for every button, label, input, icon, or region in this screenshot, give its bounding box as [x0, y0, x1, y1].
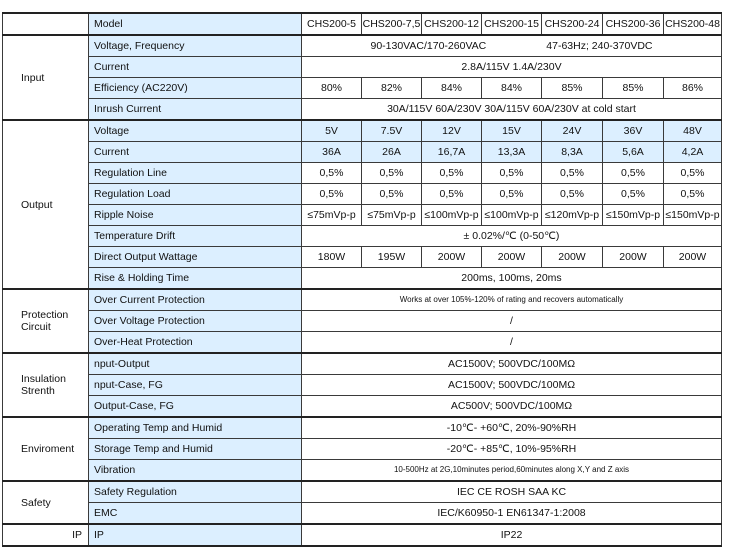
row-label: Current: [89, 57, 302, 78]
model-name: CHS200-24: [542, 13, 603, 35]
cell-value: AC1500V; 500VDC/100MΩ: [302, 375, 722, 396]
row-label: IP: [89, 524, 302, 546]
cell-value: 0,5%: [603, 184, 664, 205]
table-row: [3, 311, 722, 332]
cell-value: 12V: [422, 120, 482, 142]
cell-value: 0,5%: [302, 184, 362, 205]
cell-value: 85%: [542, 78, 603, 99]
group-line: Circuit: [21, 321, 51, 333]
cell-value: 0,5%: [422, 163, 482, 184]
group-input: Input: [3, 35, 89, 120]
model-name: CHS200-12: [422, 13, 482, 35]
cell-value: -10℃- +60℃, 20%-90%RH: [302, 417, 722, 439]
group-ip: IP: [3, 524, 89, 546]
table-row: [3, 417, 722, 439]
cell-value: 0,5%: [362, 163, 422, 184]
group-insulation: [3, 353, 89, 417]
cell-value: /: [302, 311, 722, 332]
row-label: Direct Output Wattage: [89, 247, 302, 268]
table-row: [3, 332, 722, 354]
table-row: [3, 205, 722, 226]
cell-value: 80%: [302, 78, 362, 99]
cell-value: 200W: [422, 247, 482, 268]
cell-value: 195W: [362, 247, 422, 268]
cell-value: 5V: [302, 120, 362, 142]
table-row: [3, 99, 722, 121]
row-label: Storage Temp and Humid: [89, 439, 302, 460]
row-label: Safety Regulation: [89, 481, 302, 503]
model-name: CHS200-36: [603, 13, 664, 35]
row-label: Rise & Holding Time: [89, 268, 302, 290]
cell-value: ≤100mVp-p: [482, 205, 542, 226]
cell-value: ≤150mVp-p: [603, 205, 664, 226]
table-row: [3, 247, 722, 268]
cell-value: IEC CE ROSH SAA KC: [302, 481, 722, 503]
row-label: nput-Output: [89, 353, 302, 375]
cell-value: ≤150mVp-p: [664, 205, 722, 226]
row-label: Operating Temp and Humid: [89, 417, 302, 439]
cell-value: IEC/K60950-1 EN61347-1:2008: [302, 503, 722, 525]
table-row: [3, 289, 722, 311]
cell-value: 26A: [362, 142, 422, 163]
cell-value: 0,5%: [302, 163, 362, 184]
table-row: [3, 460, 722, 482]
table-row: [3, 353, 722, 375]
row-label: Over-Heat Protection: [89, 332, 302, 354]
cell-value: IP22: [302, 524, 722, 546]
spec-table: [2, 12, 722, 547]
row-label: Efficiency (AC220V): [89, 78, 302, 99]
model-name: CHS200-7,5: [362, 13, 422, 35]
group-line: Strenth: [21, 385, 55, 397]
table-row: [3, 163, 722, 184]
cell-value: 0,5%: [664, 184, 722, 205]
cell-value: 36V: [603, 120, 664, 142]
group-environment: Enviroment: [3, 417, 89, 481]
table-row: [3, 120, 722, 142]
cell-value: 10-500Hz at 2G,10minutes period,60minutes along X,Y and Z axis: [302, 460, 722, 482]
cell-value: /: [302, 332, 722, 354]
cell-value: 86%: [664, 78, 722, 99]
cell-value: 15V: [482, 120, 542, 142]
group-safety: Safety: [3, 481, 89, 524]
table-row: [3, 184, 722, 205]
row-label: Regulation Line: [89, 163, 302, 184]
cell-value: 0,5%: [664, 163, 722, 184]
cell-value: 2.8A/115V 1.4A/230V: [302, 57, 722, 78]
row-label: nput-Case, FG: [89, 375, 302, 396]
voltage-range: 90-130VAC/170-260VAC: [370, 40, 487, 52]
row-label: Ripple Noise: [89, 205, 302, 226]
table-row: [3, 396, 722, 418]
cell-value: 180W: [302, 247, 362, 268]
cell-value: 30A/115V 60A/230V 30A/115V 60A/230V at cold start: [302, 99, 722, 121]
cell-value: ≤75mVp-p: [362, 205, 422, 226]
table-row: [3, 78, 722, 99]
row-label: Temperature Drift: [89, 226, 302, 247]
cell-value: -20℃- +85℃, 10%-95%RH: [302, 439, 722, 460]
cell-value: ≤75mVp-p: [302, 205, 362, 226]
table-row: [3, 481, 722, 503]
table-row: [3, 35, 722, 57]
cell-value: 84%: [422, 78, 482, 99]
row-label: Inrush Current: [89, 99, 302, 121]
frequency-range: 47-63Hz; 240-370VDC: [546, 40, 653, 52]
group-line: Protection: [21, 309, 69, 321]
cell-value: 84%: [482, 78, 542, 99]
table-row: [3, 375, 722, 396]
cell-value: 0,5%: [542, 163, 603, 184]
table-row: [3, 439, 722, 460]
row-label: EMC: [89, 503, 302, 525]
cell-value: AC500V; 500VDC/100MΩ: [302, 396, 722, 418]
cell-value: 48V: [664, 120, 722, 142]
cell-value: 200W: [542, 247, 603, 268]
cell-value: 0,5%: [603, 163, 664, 184]
cell-value: 200ms, 100ms, 20ms: [302, 268, 722, 290]
cell-value: 16,7A: [422, 142, 482, 163]
cell-value: AC1500V; 500VDC/100MΩ: [302, 353, 722, 375]
cell-value: 4,2A: [664, 142, 722, 163]
cell-value: 0,5%: [422, 184, 482, 205]
cell-value: 0,5%: [542, 184, 603, 205]
row-label: Output-Case, FG: [89, 396, 302, 418]
row-label: Voltage: [89, 120, 302, 142]
cell-value: 24V: [542, 120, 603, 142]
table-row: [3, 226, 722, 247]
row-label: Vibration: [89, 460, 302, 482]
cell-value: 85%: [603, 78, 664, 99]
cell-value: 0,5%: [482, 163, 542, 184]
cell-value: 5,6A: [603, 142, 664, 163]
cell-value: ± 0.02%/℃ (0-50℃): [302, 226, 722, 247]
model-name: CHS200-48: [664, 13, 722, 35]
row-label: Over Current Protection: [89, 289, 302, 311]
cell-value: 0,5%: [482, 184, 542, 205]
table-row: [3, 57, 722, 78]
model-label: Model: [89, 13, 302, 35]
voltage-frequency-value: [302, 35, 722, 57]
table-row: [3, 142, 722, 163]
cell-value: 13,3A: [482, 142, 542, 163]
cell-value: ≤120mVp-p: [542, 205, 603, 226]
cell-value: ≤100mVp-p: [422, 205, 482, 226]
cell-value: 82%: [362, 78, 422, 99]
cell-value: 7.5V: [362, 120, 422, 142]
row-label: Over Voltage Protection: [89, 311, 302, 332]
table-row: [3, 268, 722, 290]
table-row: [3, 524, 722, 546]
cell-value: Works at over 105%-120% of rating and recovers automatically: [302, 289, 722, 311]
group-output: Output: [3, 120, 89, 289]
cell-value: 0,5%: [362, 184, 422, 205]
header-row: [3, 13, 722, 35]
group-protection: [3, 289, 89, 353]
cell-value: 200W: [482, 247, 542, 268]
model-name: CHS200-5: [302, 13, 362, 35]
model-name: CHS200-15: [482, 13, 542, 35]
group-line: Insulation: [21, 373, 66, 385]
row-label: Regulation Load: [89, 184, 302, 205]
row-label: Current: [89, 142, 302, 163]
cell-value: 8,3A: [542, 142, 603, 163]
cell-value: 200W: [664, 247, 722, 268]
row-label: Voltage, Frequency: [89, 35, 302, 57]
header-blank: [3, 13, 89, 35]
cell-value: 36A: [302, 142, 362, 163]
table-row: [3, 503, 722, 525]
cell-value: 200W: [603, 247, 664, 268]
